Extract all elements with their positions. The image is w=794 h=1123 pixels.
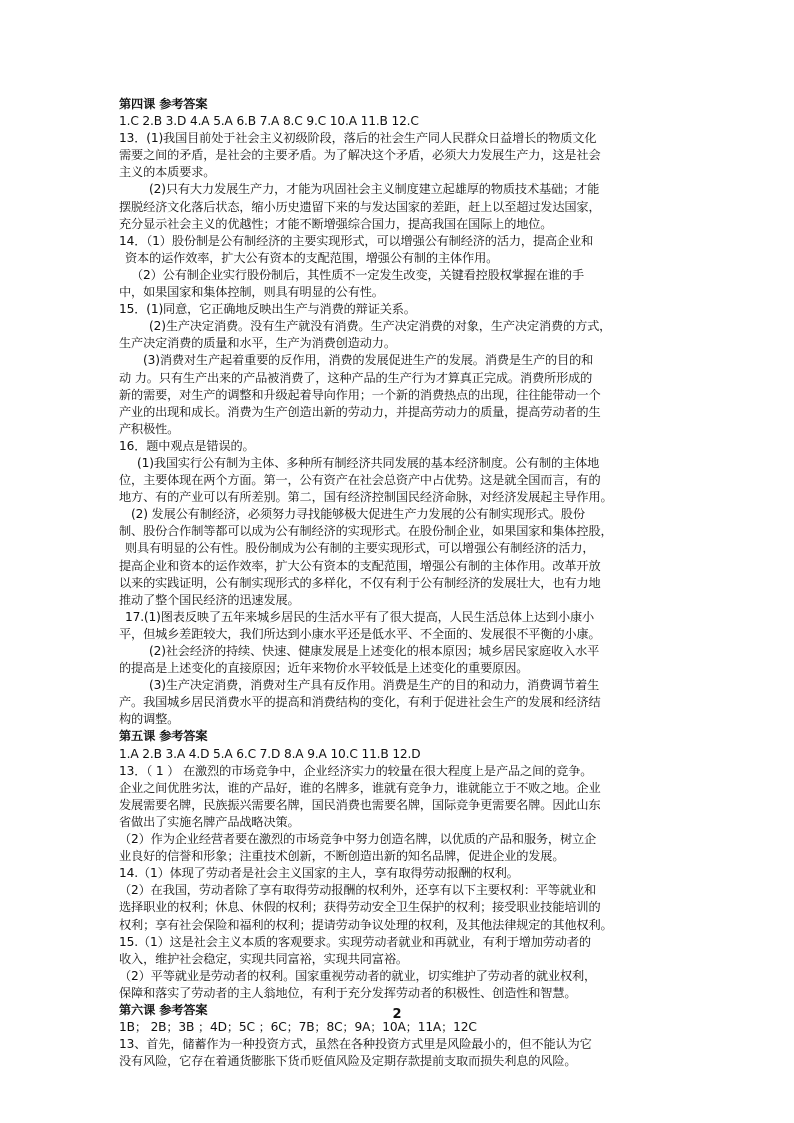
text-line: 充分显示社会主义的优越性；才能不断增强综合国力，提高我国在国际上的地位。 (119, 216, 553, 231)
text-line: (1)我国实行公有制为主体、多种所有制经济共同发展的基本经济制度。公有制的主体地 (137, 455, 600, 470)
text-line: 的提高是上述变化的直接原因；近年来物价水平较低是上述变化的重要原因。 (119, 661, 529, 676)
text-line: 制、股份合作制等都可以成为公有制经济的实现形式。在股份制企业，如果国家和集体控股， (119, 524, 613, 539)
text-line: 生产决定消费的质量和水平，生产为消费创造动力。 (119, 336, 396, 351)
text-line: 发展需要名牌，民族振兴需要名牌，国民消费也需要名牌，国际竞争更需要名牌。因此山东 (119, 797, 601, 812)
text-line: (2)生产决定消费。没有生产就没有消费。生产决定消费的对象，生产决定消费的方式， (149, 319, 612, 334)
text-line: 主义的本质要求。 (119, 165, 216, 180)
answer-page (119, 96, 679, 1070)
text-line: 产。我国城乡居民消费水平的提高和消费结构的变化，有利于促进社会生产的发展和经济结 (119, 695, 601, 710)
section-heading: 第五课 参考答案 (119, 729, 208, 744)
text-line: 动 力。只有生产出来的产品被消费了，这种产品的生产行为才算真正完成。消费所形成的 (119, 370, 593, 385)
text-line: 省做出了实施名牌产品战略决策。 (119, 814, 300, 829)
text-line: 15.（1）这是社会主义本质的客观要求。实现劳动者就业和再就业，有利于增加劳动者的 (119, 934, 591, 949)
text-line: (2)只有大力发展生产力，才能为巩固社会主义制度建立起雄厚的物质技术基础；才能 (149, 182, 600, 197)
text-line: 16．题中观点是错误的。 (119, 438, 255, 453)
section-heading: 第六课 参考答案 (119, 1002, 208, 1017)
text-line: 15．(1)同意，它正确地反映出生产与消费的辩证关系。 (119, 302, 416, 317)
text-line: 则具有明显的公有性。股份制成为公有制的主要实现形式，可以增强公有制经济的活力， (125, 541, 595, 556)
text-line: (2) 发展公有制经济，必须努力寻找能够极大促进生产力发展的公有制实现形式。股份 (131, 507, 585, 522)
text-line: 14．（1）股份制是公有制经济的主要实现形式，可以增强公有制经济的活力，提高企业和 (119, 233, 594, 248)
text-line: 14.（1）体现了劳动者是社会主义国家的主人，享有取得劳动报酬的权利。 (119, 866, 519, 881)
text-line: 13．(1)我国目前处于社会主义初级阶段，落后的社会生产同人民群众日益增长的物质文化 (119, 131, 597, 146)
text-line: 地方、有的产业可以有所差别。第二，国有经济控制国民经济命脉，对经济发展起主导作用。 (119, 490, 613, 505)
text-line: 13、首先，储蓄作为一种投资方式，虽然在各种投资方式里是风险最小的，但不能认为它 (119, 1037, 592, 1052)
section-heading: 第四课 参考答案 (119, 97, 208, 111)
text-line: (3)生产决定消费，消费对生产具有反作用。消费是生产的目的和动力，消费调节着生 (149, 678, 600, 693)
text-line: （2）平等就业是劳动者的权利。国家重视劳动者的就业，切实维护了劳动者的就业权利， (119, 968, 597, 983)
text-line: 中，如果国家和集体控制，则具有明显的公有性。 (119, 285, 384, 300)
text-line: 1.A 2.B 3.A 4.D 5.A 6.C 7.D 8.A 9.A 10.C 11.B 12.D (119, 746, 421, 761)
text-line: (3)消费对生产起着重要的反作用，消费的发展促进生产的发展。消费是生产的目的和 (143, 353, 594, 368)
text-line: 17.(1)图表反映了五年来城乡居民的生活水平有了很大提高，人民生活总体上达到小康小 (125, 609, 595, 624)
text-line: 1.C 2.B 3.D 4.A 5.A 6.B 7.A 8.C 9.C 10.A 11.B 12.C (119, 114, 419, 129)
text-line: 权利；享有社会保险和福利的权利；提请劳动争议处理的权利，及其他法律规定的其他权利。 (119, 917, 613, 932)
text-line: 选择职业的权利；休息、休假的权利；获得劳动安全卫生保护的权利；接受职业技能培训的 (119, 900, 601, 915)
text-line: 13．（ 1 ） 在激烈的市场竞争中，企业经济实力的较量在很大程度上是产品之间的竞争。 (119, 763, 593, 778)
text-line: 推动了整个国民经济的迅速发展。 (119, 592, 300, 607)
text-line: 没有风险，它存在着通货膨胀下货币贬值风险及定期存款提前支取而损失利息的风险。 (119, 1054, 577, 1069)
text-line: 保障和落实了劳动者的主人翁地位，有利于充分发挥劳动者的积极性、创造性和智慧。 (119, 985, 577, 1000)
text-line: （2）公有制企业实行股份制后，其性质不一定发生改变，关键看控股权掌握在谁的手 (131, 267, 584, 282)
text-line: 提高企业和资本的运作效率，扩大公有资本的支配范围，增强公有制的主体作用。改革开放 (119, 558, 601, 573)
text-line: 业良好的信誉和形象；注重技术创新，不断创造出新的知名品牌，促进企业的发展。 (119, 849, 565, 864)
text-line: 收入，维护社会稳定，实现共同富裕，实现共同富裕。 (119, 951, 408, 966)
text-line: （2）作为企业经营者要在激烈的市场竞争中努力创造名牌，以优质的产品和服务，树立企 (119, 832, 597, 847)
text-line: 资本的运作效率，扩大公有资本的支配范围，增强公有制的主体作用。 (125, 250, 499, 265)
page-number: 2 (392, 1007, 402, 1022)
text-line: 平，但城乡差距较大，我们所达到小康水平还是低水平、不全面的、发展很不平衡的小康。 (119, 626, 601, 641)
text-line: 摆脱经济文化落后状态，缩小历史遗留下来的与发达国家的差距，赶上以至超过发达国家， (119, 199, 601, 214)
text-line: 需要之间的矛盾，是社会的主要矛盾。为了解决这个矛盾，必须大力发展生产力，这是社会 (119, 148, 601, 163)
text-line: 1B； 2B；3B ；4D；5C ；6C；7B；8C；9A；10A；11A；12C (119, 1020, 477, 1035)
text-line: 产业的出现和成长。消费为生产创造出新的劳动力，并提高劳动力的质量，提高劳动者的生 (119, 404, 601, 419)
text-line: 企业之间优胜劣汰，谁的产品好，谁的名牌多，谁就有竞争力，谁就能立于不败之地。企业 (119, 780, 601, 795)
text-line: （2）在我国，劳动者除了享有取得劳动报酬的权利外，还享有以下主要权利：平等就业和 (119, 883, 597, 898)
text-line: 新的需要，对生产的调整和升级起着导向作用；一个新的消费热点的出现，往往能带动一个 (119, 387, 601, 402)
text-line: 位，主要体现在两个方面。第一，公有资产在社会总资产中占优势。这是就全国而言，有的 (119, 473, 601, 488)
text-line: (2)社会经济的持续、快速、健康发展是上述变化的根本原因；城乡居民家庭收入水平 (149, 644, 600, 658)
text-line: 以来的实践证明，公有制实现形式的多样化，不仅有利于公有制经济的发展壮大，也有力地 (119, 575, 601, 590)
text-line: 构的调整。 (119, 712, 180, 727)
text-line: 产积极性。 (119, 421, 180, 436)
